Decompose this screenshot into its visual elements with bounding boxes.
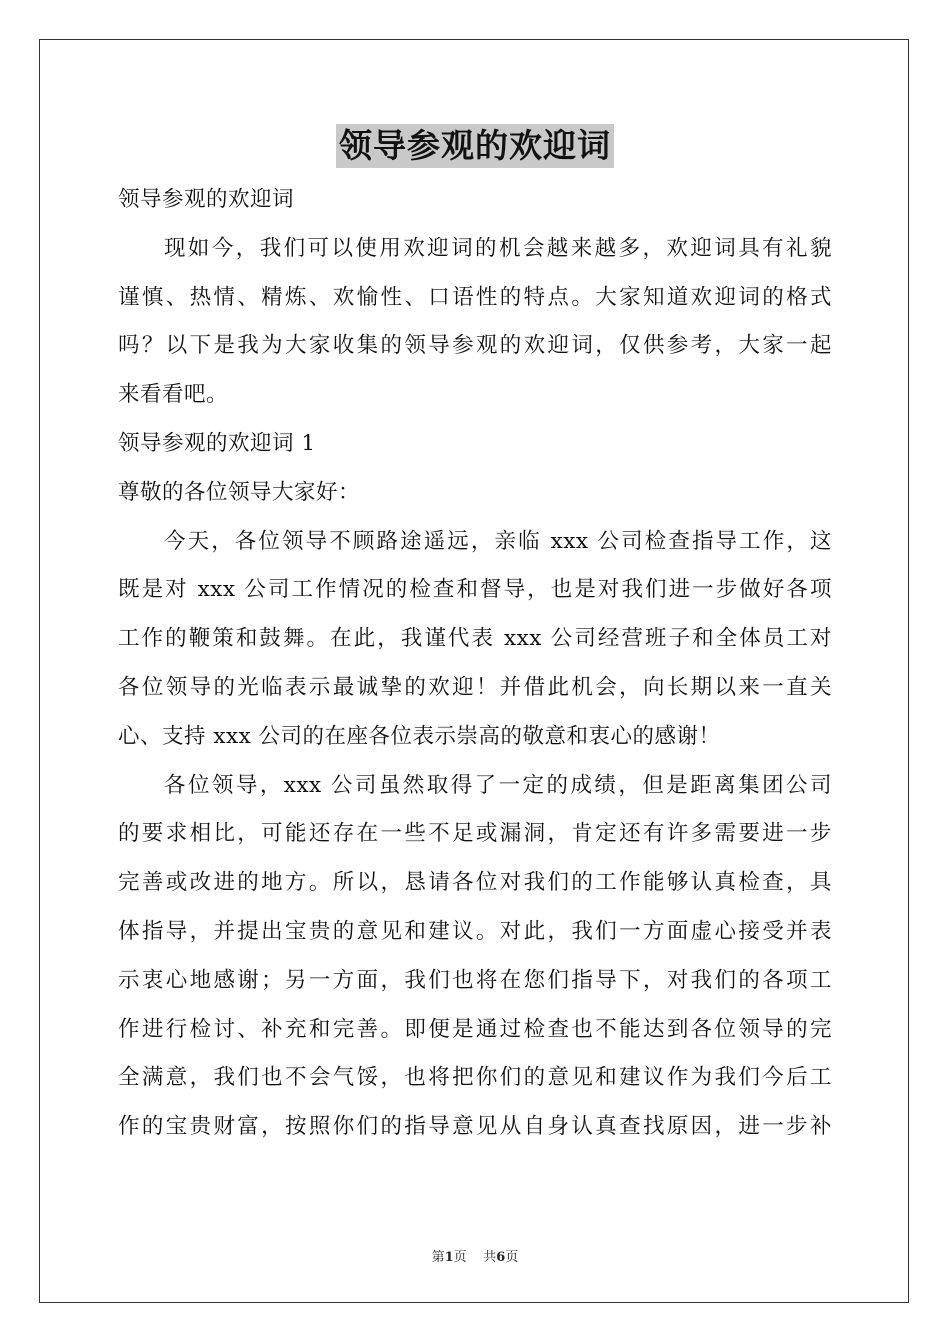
text-line: 吗？以下是我为大家收集的领导参观的欢迎词，仅供参考，大家一起: [118, 333, 832, 359]
text-line: 尊敬的各位领导大家好：: [118, 479, 361, 505]
text-line: 各位领导的光临表示最诚挚的欢迎！并借此机会，向长期以来一直关: [118, 674, 832, 700]
text-line: 全满意，我们也不会气馁，也将把你们的意见和建议作为我们今后工: [118, 1065, 832, 1091]
total-page-number: 6: [496, 1250, 506, 1265]
text-line: 心、支持 xxx 公司的在座各位表示崇高的敬意和衷心的感谢！: [118, 723, 721, 749]
total-label-suffix: 页: [505, 1250, 519, 1265]
text-line: 今天，各位领导不顾路途遥远，亲临 xxx 公司检查指导工作，这: [164, 528, 832, 554]
text-line: 各位领导，xxx 公司虽然取得了一定的成绩，但是距离集团公司: [164, 772, 832, 798]
total-label-prefix: 共: [483, 1250, 497, 1265]
text-line: 示衷心地感谢；另一方面，我们也将在您们指导下，对我们的各项工: [118, 967, 832, 993]
text-line: 的要求相比，可能还存在一些不足或漏洞，肯定还有许多需要进一步: [118, 821, 832, 847]
page-label-suffix: 页: [453, 1250, 467, 1265]
text-line: 来看看吧。: [118, 382, 229, 408]
text-line: 现如今，我们可以使用欢迎词的机会越来越多，欢迎词具有礼貌: [164, 235, 832, 261]
title-wrap: [0, 124, 950, 168]
text-line: 体指导，并提出宝贵的意见和建议。对此，我们一方面虚心接受并表: [118, 918, 832, 944]
text-line: 领导参观的欢迎词: [118, 187, 295, 212]
text-line: 作进行检讨、补充和完善。即便是通过检查也不能达到各位领导的完: [118, 1016, 832, 1042]
document-body: [118, 176, 832, 1152]
current-page-number: 1: [444, 1250, 454, 1265]
page-footer: [0, 1246, 950, 1265]
document-title: 领导参观的欢迎词: [336, 124, 614, 168]
text-line: 作的宝贵财富，按照你们的指导意见从自身认真查找原因，进一步补: [118, 1114, 832, 1140]
text-line: 完善或改进的地方。所以，恳请各位对我们的工作能够认真检查，具: [118, 870, 832, 896]
text-line: 既是对 xxx 公司工作情况的检查和督导，也是对我们进一步做好各项: [118, 577, 832, 603]
text-line: 谨慎、热情、精炼、欢愉性、口语性的特点。大家知道欢迎词的格式: [118, 284, 832, 310]
text-line: 领导参观的欢迎词 1: [118, 430, 316, 456]
page-label-prefix: 第: [431, 1250, 445, 1265]
text-line: 工作的鞭策和鼓舞。在此，我谨代表 xxx 公司经营班子和全体员工对: [118, 626, 832, 652]
